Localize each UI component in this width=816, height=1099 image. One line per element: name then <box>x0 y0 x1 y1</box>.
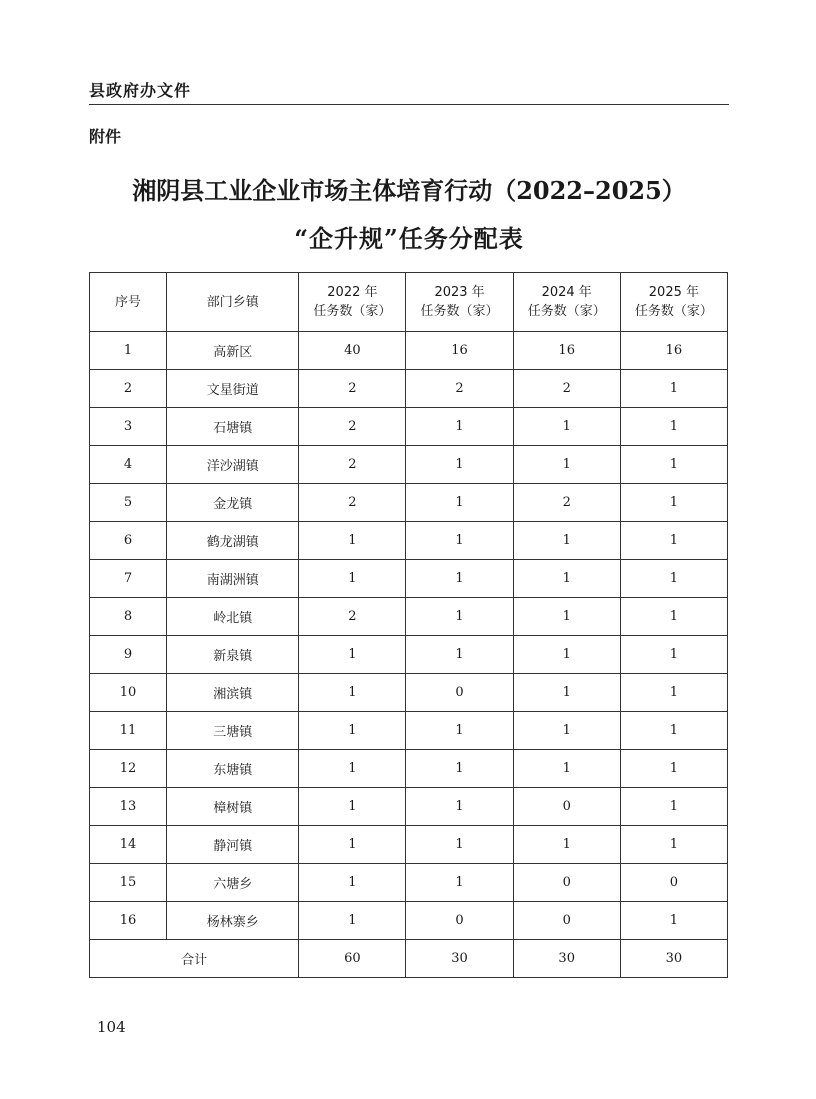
row-number-cell: 13 <box>90 788 167 826</box>
task-2025-cell: 1 <box>620 446 727 484</box>
table-row <box>90 750 728 788</box>
department-cell: 三塘镇 <box>167 712 299 750</box>
task-2025-cell: 1 <box>620 788 727 826</box>
column-header <box>167 273 299 332</box>
column-header <box>513 273 620 332</box>
task-2023-cell: 1 <box>406 636 513 674</box>
department-cell: 岭北镇 <box>167 598 299 636</box>
task-2025-cell: 1 <box>620 902 727 940</box>
task-2025-cell: 1 <box>620 522 727 560</box>
task-2024-cell: 2 <box>513 484 620 522</box>
row-number-cell: 3 <box>90 408 167 446</box>
row-number-cell: 16 <box>90 902 167 940</box>
table-row <box>90 522 728 560</box>
row-number-cell: 9 <box>90 636 167 674</box>
department-cell: 新泉镇 <box>167 636 299 674</box>
table-row <box>90 598 728 636</box>
department-cell: 杨林寨乡 <box>167 902 299 940</box>
task-2022-cell: 2 <box>299 408 406 446</box>
task-2022-cell: 1 <box>299 788 406 826</box>
task-2023-cell: 1 <box>406 446 513 484</box>
row-number-cell: 15 <box>90 864 167 902</box>
task-2024-cell: 0 <box>513 788 620 826</box>
task-2022-cell: 1 <box>299 674 406 712</box>
column-header-line: 2024 年 <box>541 285 592 300</box>
table-row <box>90 446 728 484</box>
column-header-line: 序号 <box>115 294 142 310</box>
table-body <box>90 332 728 978</box>
column-header-line: 部门乡镇 <box>206 294 259 310</box>
document-title-line-1: 湘阴县工业企业市场主体培育行动（2022–2025） <box>132 176 686 205</box>
department-cell: 文星街道 <box>167 370 299 408</box>
department-cell: 东塘镇 <box>167 750 299 788</box>
task-2024-cell: 1 <box>513 408 620 446</box>
table-row <box>90 370 728 408</box>
department-cell: 樟树镇 <box>167 788 299 826</box>
task-2022-cell: 2 <box>299 370 406 408</box>
row-number-cell: 14 <box>90 826 167 864</box>
task-2023-cell: 0 <box>406 902 513 940</box>
total-2024-cell: 30 <box>513 940 620 978</box>
column-header <box>90 273 167 332</box>
table-row <box>90 484 728 522</box>
task-2023-cell: 1 <box>406 750 513 788</box>
task-2022-cell: 40 <box>299 332 406 370</box>
department-cell: 金龙镇 <box>167 484 299 522</box>
task-2024-cell: 1 <box>513 446 620 484</box>
task-2022-cell: 2 <box>299 484 406 522</box>
row-number-cell: 6 <box>90 522 167 560</box>
document-header-label: 县政府办文件 <box>89 81 192 100</box>
task-2024-cell: 16 <box>513 332 620 370</box>
task-2025-cell: 1 <box>620 370 727 408</box>
task-2023-cell: 1 <box>406 408 513 446</box>
task-2025-cell: 16 <box>620 332 727 370</box>
row-number-cell: 2 <box>90 370 167 408</box>
column-header-subline: 任务数（家） <box>313 304 392 319</box>
department-cell: 石塘镇 <box>167 408 299 446</box>
task-2023-cell: 1 <box>406 864 513 902</box>
task-2025-cell: 1 <box>620 636 727 674</box>
task-2024-cell: 1 <box>513 826 620 864</box>
total-2025-cell: 30 <box>620 940 727 978</box>
task-2025-cell: 1 <box>620 484 727 522</box>
department-cell: 南湖洲镇 <box>167 560 299 598</box>
column-header-line: 2023 年 <box>434 285 485 300</box>
task-2025-cell: 1 <box>620 598 727 636</box>
row-number-cell: 10 <box>90 674 167 712</box>
task-2023-cell: 1 <box>406 826 513 864</box>
task-2024-cell: 1 <box>513 750 620 788</box>
table-row <box>90 902 728 940</box>
table-row <box>90 408 728 446</box>
task-2024-cell: 1 <box>513 522 620 560</box>
department-cell: 湘滨镇 <box>167 674 299 712</box>
row-number-cell: 12 <box>90 750 167 788</box>
task-2024-cell: 0 <box>513 864 620 902</box>
task-2023-cell: 0 <box>406 674 513 712</box>
task-2024-cell: 2 <box>513 370 620 408</box>
column-header <box>620 273 727 332</box>
total-row <box>90 940 728 978</box>
task-2022-cell: 1 <box>299 522 406 560</box>
task-2024-cell: 1 <box>513 598 620 636</box>
total-label-cell: 合计 <box>90 940 299 978</box>
task-2022-cell: 1 <box>299 712 406 750</box>
task-2022-cell: 1 <box>299 864 406 902</box>
table-row <box>90 332 728 370</box>
table-row <box>90 674 728 712</box>
column-header <box>299 273 406 332</box>
row-number-cell: 4 <box>90 446 167 484</box>
table-row <box>90 636 728 674</box>
department-cell: 洋沙湖镇 <box>167 446 299 484</box>
column-header-subline: 任务数（家） <box>634 304 713 319</box>
table-row <box>90 788 728 826</box>
department-cell: 鹤龙湖镇 <box>167 522 299 560</box>
table-row <box>90 560 728 598</box>
department-cell: 六塘乡 <box>167 864 299 902</box>
attachment-label: 附件 <box>89 127 122 146</box>
task-2024-cell: 1 <box>513 712 620 750</box>
task-2023-cell: 1 <box>406 484 513 522</box>
row-number-cell: 7 <box>90 560 167 598</box>
task-2023-cell: 16 <box>406 332 513 370</box>
task-2025-cell: 1 <box>620 674 727 712</box>
task-2023-cell: 1 <box>406 598 513 636</box>
task-2024-cell: 1 <box>513 636 620 674</box>
task-allocation-table <box>89 272 728 978</box>
task-2023-cell: 1 <box>406 788 513 826</box>
task-2025-cell: 1 <box>620 826 727 864</box>
task-2022-cell: 2 <box>299 446 406 484</box>
column-header-line: 2022 年 <box>327 285 378 300</box>
header-divider <box>89 104 729 105</box>
task-2022-cell: 1 <box>299 560 406 598</box>
task-2025-cell: 1 <box>620 560 727 598</box>
total-2023-cell: 30 <box>406 940 513 978</box>
row-number-cell: 11 <box>90 712 167 750</box>
row-number-cell: 1 <box>90 332 167 370</box>
column-header-subline: 任务数（家） <box>527 304 606 319</box>
task-2022-cell: 1 <box>299 826 406 864</box>
department-cell: 静河镇 <box>167 826 299 864</box>
task-2023-cell: 1 <box>406 522 513 560</box>
task-2025-cell: 1 <box>620 408 727 446</box>
task-2025-cell: 0 <box>620 864 727 902</box>
total-2022-cell: 60 <box>299 940 406 978</box>
task-2023-cell: 2 <box>406 370 513 408</box>
task-2022-cell: 2 <box>299 598 406 636</box>
column-header-subline: 任务数（家） <box>420 304 499 319</box>
table-row <box>90 826 728 864</box>
row-number-cell: 5 <box>90 484 167 522</box>
table-row <box>90 712 728 750</box>
table-header-row <box>90 273 728 332</box>
row-number-cell: 8 <box>90 598 167 636</box>
task-2022-cell: 1 <box>299 750 406 788</box>
column-header <box>406 273 513 332</box>
task-2024-cell: 0 <box>513 902 620 940</box>
column-header-line: 2025 年 <box>648 285 699 300</box>
task-2022-cell: 1 <box>299 902 406 940</box>
task-2022-cell: 1 <box>299 636 406 674</box>
task-2025-cell: 1 <box>620 712 727 750</box>
department-cell: 高新区 <box>167 332 299 370</box>
document-title-line-2: “企升规”任务分配表 <box>294 224 524 253</box>
table-row <box>90 864 728 902</box>
task-2024-cell: 1 <box>513 560 620 598</box>
task-2025-cell: 1 <box>620 750 727 788</box>
task-2024-cell: 1 <box>513 674 620 712</box>
task-2023-cell: 1 <box>406 560 513 598</box>
task-2023-cell: 1 <box>406 712 513 750</box>
page-number: 104 <box>97 1018 126 1036</box>
